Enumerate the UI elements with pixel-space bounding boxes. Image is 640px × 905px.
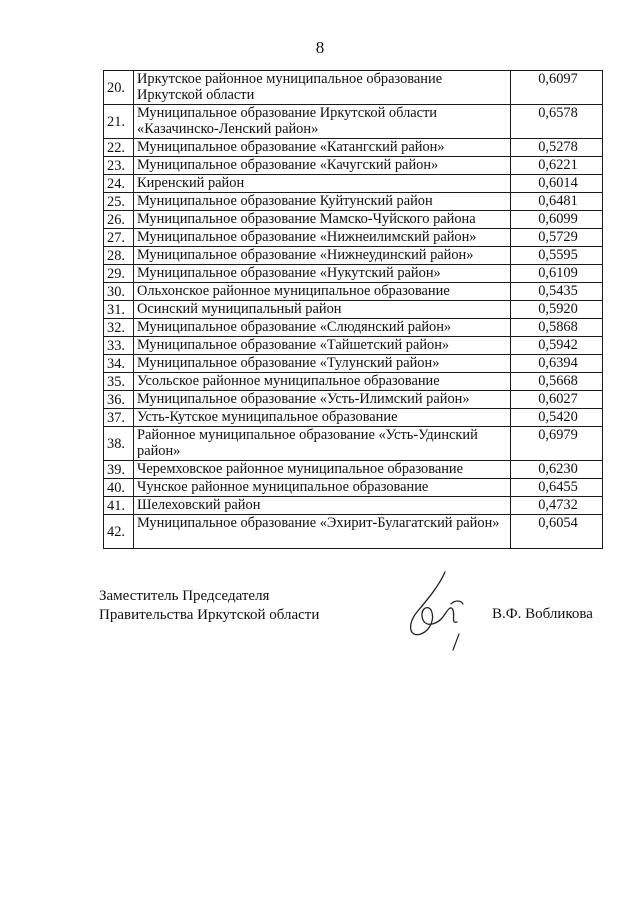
coefficient-value: 0,6054 [511, 515, 603, 549]
municipality-name: Муниципальное образование «Усть-Илимский район» [134, 391, 511, 409]
table-row [104, 139, 603, 157]
municipality-name: Муниципальное образование «Эхирит-Булагатский район» [134, 515, 511, 549]
signatory-title [99, 587, 319, 625]
table-row [104, 193, 603, 211]
table-row [104, 105, 603, 139]
coefficient-value: 0,5920 [511, 301, 603, 319]
coefficient-value: 0,5729 [511, 229, 603, 247]
coefficient-value: 0,6455 [511, 479, 603, 497]
coefficients-table-body [104, 71, 603, 549]
coefficient-value: 0,5278 [511, 139, 603, 157]
row-number: 24. [104, 175, 134, 193]
row-number: 32. [104, 319, 134, 337]
municipality-name: Муниципальное образование «Слюдянский район» [134, 319, 511, 337]
row-number: 31. [104, 301, 134, 319]
coefficient-value: 0,4732 [511, 497, 603, 515]
municipality-name: Муниципальное образование Мамско-Чуйского района [134, 211, 511, 229]
coefficient-value: 0,6578 [511, 105, 603, 139]
page-number: 8 [315, 38, 325, 57]
coefficient-value: 0,6014 [511, 175, 603, 193]
coefficient-value: 0,5420 [511, 409, 603, 427]
table-row [104, 337, 603, 355]
row-number: 35. [104, 373, 134, 391]
handwritten-signature-icon [395, 566, 475, 656]
table-row [104, 247, 603, 265]
municipality-name: Муниципальное образование «Нижнеудинский район» [134, 247, 511, 265]
municipality-name: Осинский муниципальный район [134, 301, 511, 319]
row-number: 40. [104, 479, 134, 497]
municipality-name: Муниципальное образование «Тулунский район» [134, 355, 511, 373]
row-number: 41. [104, 497, 134, 515]
municipality-name: Муниципальное образование Иркутской области «Казачинско-Ленский район» [134, 105, 511, 139]
row-number: 30. [104, 283, 134, 301]
table-row [104, 71, 603, 105]
municipality-name: Киренский район [134, 175, 511, 193]
row-number: 36. [104, 391, 134, 409]
municipality-name: Усть-Кутское муниципальное образование [134, 409, 511, 427]
municipality-name: Черемховское районное муниципальное образование [134, 461, 511, 479]
signatory-title-line1: Заместитель Председателя [99, 588, 270, 604]
row-number: 27. [104, 229, 134, 247]
row-number: 20. [104, 71, 134, 105]
table-row [104, 283, 603, 301]
coefficient-value: 0,6027 [511, 391, 603, 409]
table-row [104, 229, 603, 247]
coefficient-value: 0,6099 [511, 211, 603, 229]
municipality-name: Чунское районное муниципальное образование [134, 479, 511, 497]
coefficient-value: 0,5668 [511, 373, 603, 391]
municipality-name: Муниципальное образование «Тайшетский район» [134, 337, 511, 355]
table-row [104, 175, 603, 193]
coefficient-value: 0,6109 [511, 265, 603, 283]
coefficient-value: 0,6230 [511, 461, 603, 479]
table-row [104, 319, 603, 337]
coefficient-value: 0,6481 [511, 193, 603, 211]
coefficient-value: 0,5942 [511, 337, 603, 355]
row-number: 26. [104, 211, 134, 229]
row-number: 39. [104, 461, 134, 479]
municipality-name: Муниципальное образование «Нижнеилимский район» [134, 229, 511, 247]
row-number: 21. [104, 105, 134, 139]
coefficient-value: 0,5595 [511, 247, 603, 265]
table-row [104, 497, 603, 515]
municipality-name: Районное муниципальное образование «Усть-Удинский район» [134, 427, 511, 461]
municipality-name: Муниципальное образование «Качугский район» [134, 157, 511, 175]
table-row [104, 355, 603, 373]
municipality-name: Муниципальное образование Куйтунский район [134, 193, 511, 211]
table-row [104, 427, 603, 461]
row-number: 23. [104, 157, 134, 175]
municipality-name: Муниципальное образование «Нукутский район» [134, 265, 511, 283]
signatory-name: В.Ф. Вобликова [492, 606, 593, 622]
row-number: 42. [104, 515, 134, 549]
coefficient-value: 0,5435 [511, 283, 603, 301]
coefficients-table [103, 70, 603, 549]
table-row [104, 409, 603, 427]
municipality-name: Усольское районное муниципальное образование [134, 373, 511, 391]
row-number: 25. [104, 193, 134, 211]
coefficient-value: 0,6097 [511, 71, 603, 105]
row-number: 37. [104, 409, 134, 427]
coefficient-value: 0,6221 [511, 157, 603, 175]
coefficient-value: 0,6394 [511, 355, 603, 373]
municipality-name: Иркутское районное муниципальное образование Иркутской области [134, 71, 511, 105]
row-number: 22. [104, 139, 134, 157]
table-row [104, 391, 603, 409]
row-number: 28. [104, 247, 134, 265]
municipality-name: Шелеховский район [134, 497, 511, 515]
table-row [104, 301, 603, 319]
table-row [104, 211, 603, 229]
table-row [104, 479, 603, 497]
table-row [104, 157, 603, 175]
coefficient-value: 0,5868 [511, 319, 603, 337]
municipality-name: Муниципальное образование «Катангский район» [134, 139, 511, 157]
row-number: 38. [104, 427, 134, 461]
table-row [104, 373, 603, 391]
municipality-name: Ольхонское районное муниципальное образование [134, 283, 511, 301]
row-number: 29. [104, 265, 134, 283]
signatory-title-line2: Правительства Иркутской области [99, 607, 320, 623]
table-row [104, 265, 603, 283]
row-number: 34. [104, 355, 134, 373]
coefficient-value: 0,6979 [511, 427, 603, 461]
table-row [104, 461, 603, 479]
row-number: 33. [104, 337, 134, 355]
table-row [104, 515, 603, 549]
